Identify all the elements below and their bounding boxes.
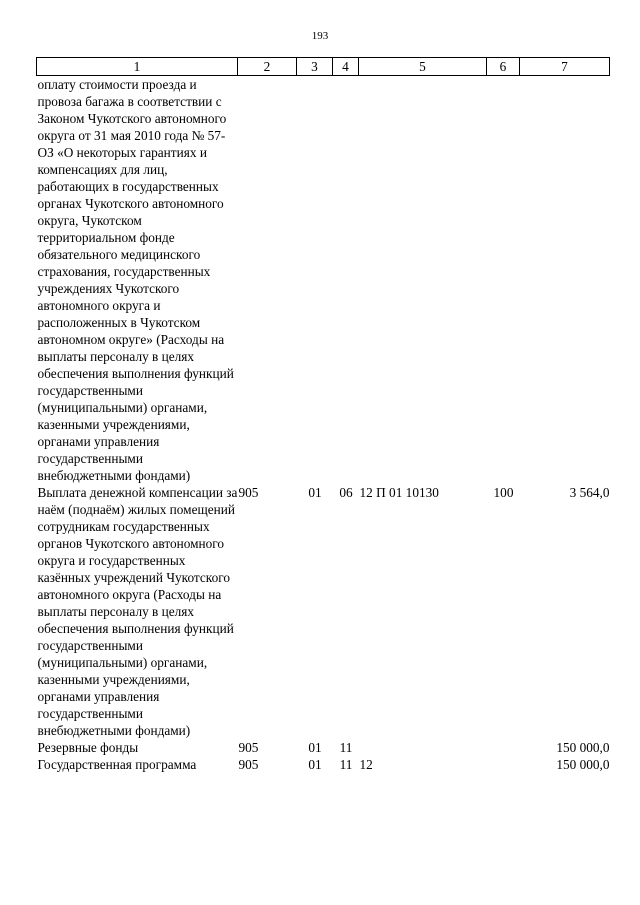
row-admin-code bbox=[238, 76, 297, 485]
row-target-article: 12 П 01 10130 bbox=[359, 485, 439, 500]
column-header-7: 7 bbox=[520, 58, 610, 76]
row-subsection: 11 bbox=[339, 757, 353, 772]
page-number: 193 bbox=[311, 30, 329, 42]
row-expense-type bbox=[487, 756, 520, 773]
column-header-2: 2 bbox=[238, 58, 297, 76]
row-amount bbox=[520, 76, 610, 485]
column-header-1: 1 bbox=[37, 58, 238, 76]
row-target-article bbox=[359, 76, 487, 485]
row-amount: 150 000,0 bbox=[556, 740, 610, 755]
row-section: 01 bbox=[308, 485, 322, 500]
table-row bbox=[37, 484, 610, 739]
budget-table bbox=[36, 57, 610, 773]
row-subsection: 11 bbox=[339, 740, 353, 755]
row-expense-type: 100 bbox=[493, 485, 514, 500]
row-amount: 150 000,0 bbox=[556, 757, 610, 772]
column-header-4: 4 bbox=[333, 58, 359, 76]
table-row bbox=[37, 739, 610, 756]
table-header-row bbox=[37, 58, 610, 76]
row-expense-type bbox=[487, 76, 520, 485]
row-name: оплату стоимости проезда и провоза багажа в соответствии с Законом Чукотского автономного округа от 31 мая 2010 года № 57-ОЗ «О некоторых гарантиях и компенсациях для лиц, работающих в государственных органах Чукотского автономного округа, Чукотском территориальном фонде обязательного медицинского страхования, государственных учреждениях Чукотского автономного округа и расположенных в Чукотском автономном округе» (Расходы на выплаты персоналу в целях обеспечения выполнения функций государственными (муниципальными) органами, казенными учреждениями, органами управления государственными внебюджетными фондами) bbox=[37, 77, 234, 483]
row-section: 01 bbox=[308, 757, 322, 772]
column-header-3: 3 bbox=[297, 58, 333, 76]
row-amount: 3 564,0 bbox=[569, 485, 610, 500]
row-section bbox=[297, 76, 333, 485]
row-admin-code: 905 bbox=[238, 485, 259, 500]
row-admin-code: 905 bbox=[238, 740, 259, 755]
row-name: Резервные фонды bbox=[37, 740, 139, 755]
row-subsection bbox=[333, 76, 359, 485]
row-target-article: 12 bbox=[359, 757, 373, 772]
row-target-article bbox=[359, 739, 487, 756]
column-header-5: 5 bbox=[359, 58, 487, 76]
column-header-6: 6 bbox=[487, 58, 520, 76]
row-name: Государственная программа bbox=[37, 757, 197, 772]
row-admin-code: 905 bbox=[238, 757, 259, 772]
row-expense-type bbox=[487, 739, 520, 756]
table-row bbox=[37, 76, 610, 485]
row-section: 01 bbox=[308, 740, 322, 755]
table-row bbox=[37, 756, 610, 773]
row-name: Выплата денежной компенсации за наём (поднаём) жилых помещений сотрудникам государственных органов Чукотского автономного округа и государственных казённых учреждений Чукотского автономного округа (Расходы на выплаты персоналу в целях обеспечения выполнения функций государственными (муниципальными) органами, казенными учреждениями, органами управления государственными внебюджетными фондами) bbox=[37, 485, 238, 738]
row-subsection: 06 bbox=[339, 485, 353, 500]
